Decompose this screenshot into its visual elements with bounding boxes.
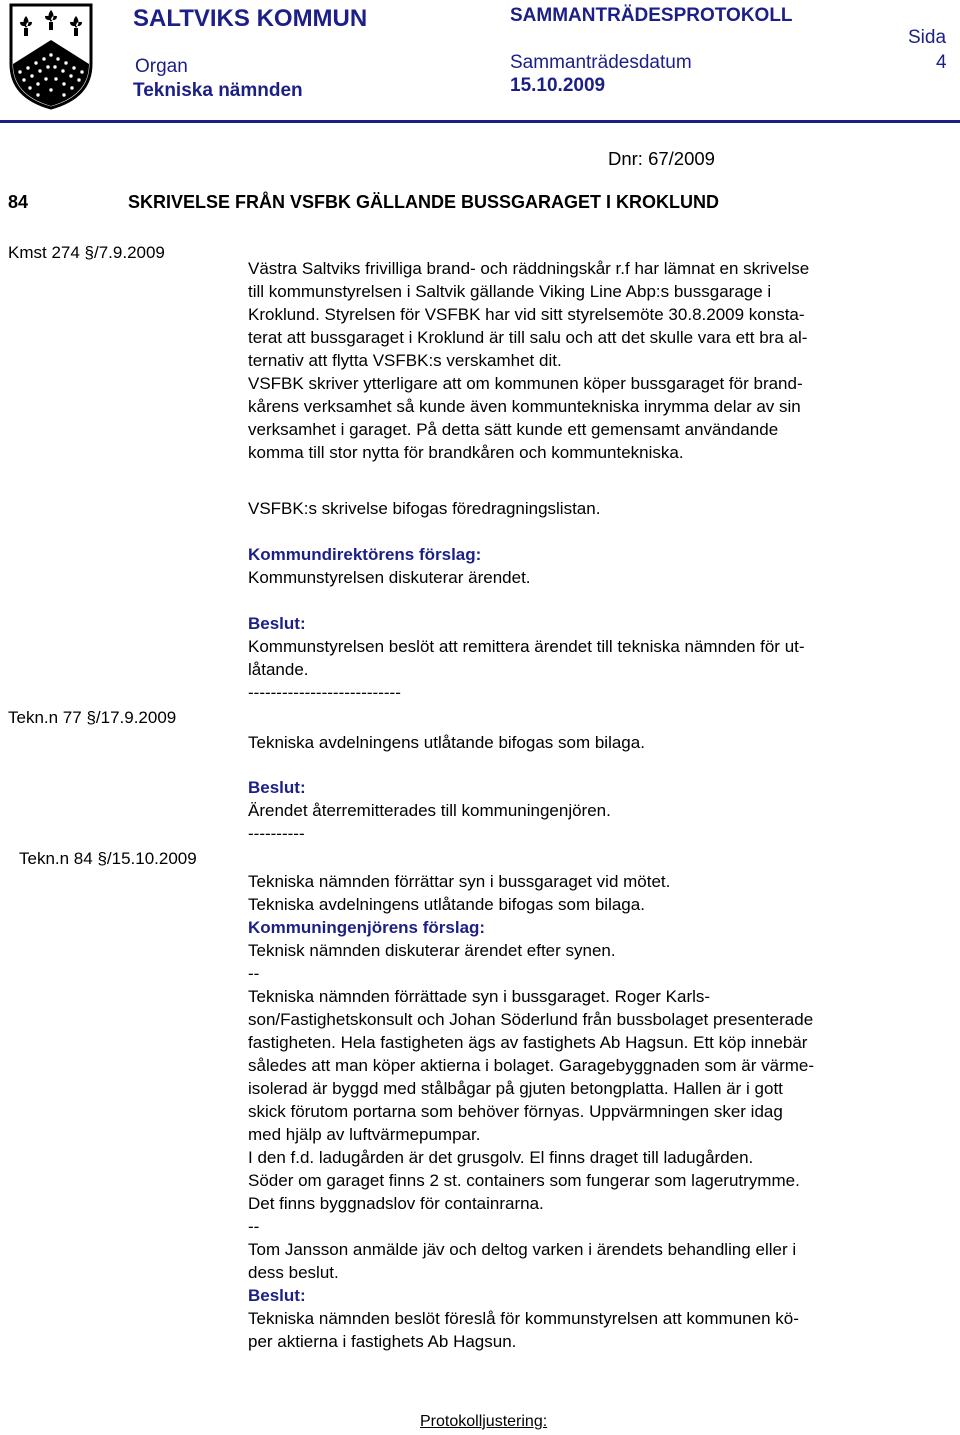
separator: -- — [248, 1217, 260, 1236]
text-line: komma till stor nytta för brandkåren och kommuntekniska. — [248, 443, 684, 462]
kommuningenjor-heading: Kommuningenjörens förslag: — [248, 918, 486, 937]
text-line: isolerad är byggd med stålbågar på gjuten betongplatta. Hallen är i gott — [248, 1079, 783, 1098]
text-line: Söder om garaget finns 2 st. containers som fungerar som lagerutrymme. — [248, 1171, 800, 1190]
text-line: med hjälp av luftvärmepumpar. — [248, 1125, 481, 1144]
dnr-number: Dnr: 67/2009 — [608, 148, 715, 169]
text-line: per aktierna i fastighets Ab Hagsun. — [248, 1332, 517, 1351]
organ-label: Organ — [135, 56, 188, 77]
text-line: låtande. — [248, 660, 309, 679]
text-line: VSFBK:s skrivelse bifogas föredragningslistan. — [248, 499, 601, 518]
beslut-1 — [248, 612, 948, 704]
text-line: VSFBK skriver ytterligare att om kommunen köper bussgaraget för brand- — [248, 374, 803, 393]
separator: ---------- — [248, 824, 305, 843]
doc-type: SAMMANTRÄDESPROTOKOLL — [510, 5, 793, 26]
text-line: Tekniska nämnden förrättar syn i bussgaraget vid mötet. — [248, 872, 671, 891]
beslut-heading: Beslut: — [248, 778, 306, 797]
text-line: Kroklund. Styrelsen för VSFBK har vid sitt styrelsemöte 30.8.2009 konsta- — [248, 305, 805, 324]
text-line: Västra Saltviks frivilliga brand- och räddningskår r.f har lämnat en skrivelse — [248, 259, 810, 278]
kommundirektor-proposal — [248, 543, 948, 589]
text-line: verksamhet i garaget. På detta sätt kunde ett gemensamt användande — [248, 420, 779, 439]
text-line: Tekniska avdelningens utlåtande bifogas som bilaga. — [248, 733, 645, 752]
organ-value: Tekniska nämnden — [133, 80, 303, 101]
beslut-2 — [248, 776, 948, 845]
org-name: SALTVIKS KOMMUN — [133, 5, 368, 32]
text-line: Det finns byggnadslov för containrarna. — [248, 1194, 544, 1213]
margin-ref-kmst: Kmst 274 §/7.9.2009 — [8, 243, 165, 262]
text-line: dess beslut. — [248, 1263, 339, 1282]
text-line: således att man köper aktierna i bolaget. Garagebyggnaden som är värme- — [248, 1056, 815, 1075]
protokolljustering-label: Protokolljustering: — [420, 1413, 548, 1430]
sida-label: Sida — [908, 27, 947, 48]
text-line: I den f.d. ladugården är det grusgolv. El finns draget till ladugården. — [248, 1148, 754, 1167]
beslut-heading: Beslut: — [248, 1286, 306, 1305]
text-line: Teknisk nämnden diskuterar ärendet efter synen. — [248, 941, 616, 960]
section-number: 84 — [8, 192, 29, 212]
text-line: skick förutom portarna som behöver förnyas. Uppvärmningen sker idag — [248, 1102, 783, 1121]
beslut-heading: Beslut: — [248, 614, 306, 633]
text-line: till kommunstyrelsen i Saltvik gällande Viking Line Abp:s bussgarage i — [248, 282, 772, 301]
text-line: Ärendet återremitterades till kommuningenjören. — [248, 801, 611, 820]
separator: --------------------------- — [248, 683, 401, 702]
date-value: 15.10.2009 — [510, 75, 606, 96]
text-line: kårens verksamhet så kunde även kommuntekniska inrymma delar av sin — [248, 397, 801, 416]
text-line: son/Fastighetskonsult och Johan Söderlund från bussbolaget presenterade — [248, 1010, 814, 1029]
margin-ref-tekn-84: Tekn.n 84 §/15.10.2009 — [19, 849, 197, 868]
text-line: Tekniska nämnden beslöt föreslå för kommunstyrelsen att kommunen kö- — [248, 1309, 799, 1328]
text-line: Tekniska nämnden förrättade syn i bussgaraget. Roger Karls- — [248, 987, 711, 1006]
separator: -- — [248, 964, 260, 983]
section-title: SKRIVELSE FRÅN VSFBK GÄLLANDE BUSSGARAGET I KROKLUND — [128, 192, 720, 212]
text-line: terat att bussgaraget i Kroklund är till salu och att det skulle vara ett bra al- — [248, 328, 808, 347]
text-line: Tom Jansson anmälde jäv och deltog varken i ärendets behandling eller i — [248, 1240, 797, 1259]
date-label: Sammanträdesdatum — [510, 52, 692, 73]
text-line: Kommunstyrelsen diskuterar ärendet. — [248, 568, 531, 587]
saltvik-coat-of-arms-logo — [8, 2, 94, 110]
text-line: Kommunstyrelsen beslöt att remittera ärendet till tekniska nämnden för ut- — [248, 637, 805, 656]
paragraph-intro — [248, 257, 948, 464]
text-line: fastigheten. Hela fastigheten ägs av fastighets Ab Hagsun. Ett köp innebär — [248, 1033, 808, 1052]
syn-section — [248, 870, 948, 1353]
text-line: ternativ att flytta VSFBK:s verskamhet dit. — [248, 351, 562, 370]
text-line: Tekniska avdelningens utlåtande bifogas som bilaga. — [248, 895, 645, 914]
margin-ref-tekn-77: Tekn.n 77 §/17.9.2009 — [8, 708, 177, 727]
tekniska-avd-note — [248, 731, 948, 754]
header-divider — [0, 120, 960, 123]
page-number: 4 — [936, 52, 947, 73]
kommundirektor-heading: Kommundirektörens förslag: — [248, 545, 482, 564]
paragraph-attachment — [248, 497, 948, 520]
